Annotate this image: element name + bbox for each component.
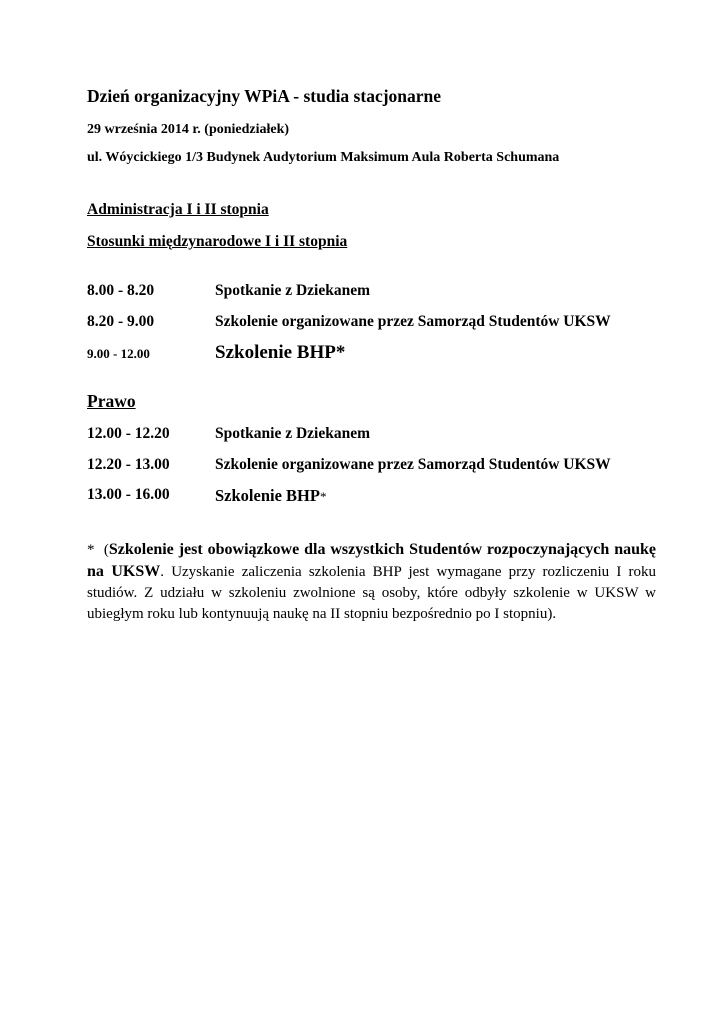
schedule-time: 13.00 - 16.00 [87, 486, 170, 503]
event-date: 29 września 2014 r. (poniedziałek) [87, 122, 290, 137]
schedule-time: 8.20 - 9.00 [87, 313, 155, 330]
activity-text: Szkolenie BHP [215, 486, 320, 505]
schedule-activity: Spotkanie z Dziekanem [215, 282, 370, 299]
footnote-open-paren: ( [103, 542, 109, 558]
footnote-text: . Uzyskanie zaliczenia szkolenia BHP jest wymagane przy rozliczeniu I roku studiów. Z udziału w szkoleniu zwolnione są osoby, które odbyły szkolenie w UKSW w ubiegłym roku lub kontynuują naukę na II stopniu bezpośrednio po I stopniu). [87, 564, 657, 622]
section-heading-administracja: Administracja I i II stopnia [87, 201, 269, 218]
page-title: Dzień organizacyjny WPiA - studia stacjonarne [87, 86, 442, 106]
schedule-activity: Szkolenie organizowane przez Samorząd Studentów UKSW [215, 456, 611, 473]
schedule-time: 8.00 - 8.20 [87, 282, 155, 299]
event-address: ul. Wóycickiego 1/3 Budynek Audytorium Maksimum Aula Roberta Schumana [87, 150, 560, 165]
section-heading-stosunki: Stosunki międzynarodowe I i II stopnia [87, 233, 348, 250]
schedule-activity [215, 486, 326, 506]
schedule-time: 9.00 - 12.00 [87, 346, 150, 361]
schedule-activity: Szkolenie BHP* [215, 342, 346, 363]
asterisk-mark: * [319, 489, 327, 504]
section-heading-prawo: Prawo [87, 391, 136, 411]
footnote [87, 539, 656, 625]
schedule-activity: Spotkanie z Dziekanem [215, 425, 370, 442]
footnote-bold-text: Szkolenie jest obowiązkowe dla wszystkich Studentów rozpoczynających naukę na UKSW [87, 541, 657, 580]
schedule-time: 12.20 - 13.00 [87, 456, 170, 473]
schedule-time: 12.00 - 12.20 [87, 425, 170, 442]
schedule-activity: Szkolenie organizowane przez Samorząd Studentów UKSW [215, 313, 611, 330]
footnote-marker: * [87, 542, 95, 558]
